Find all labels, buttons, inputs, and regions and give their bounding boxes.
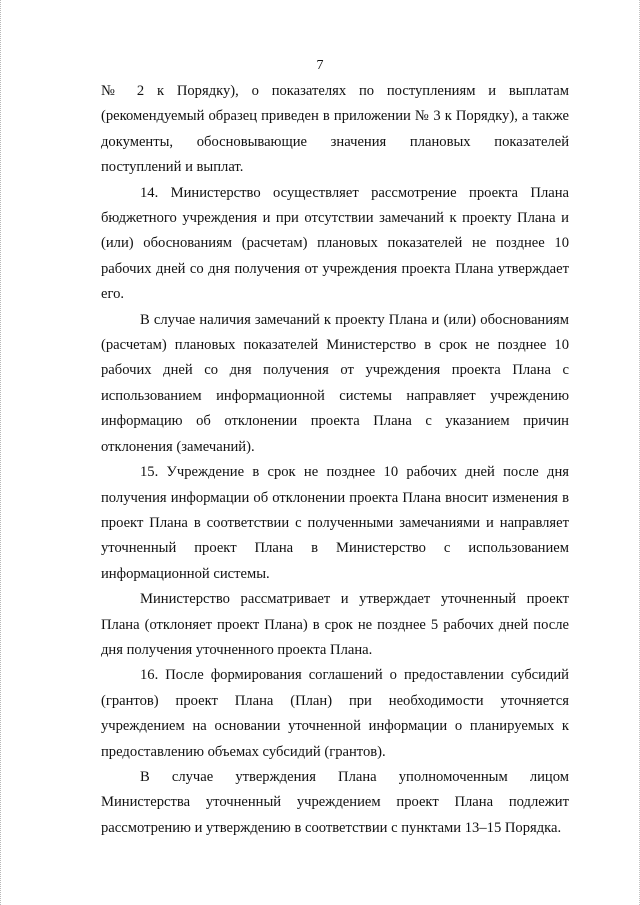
- document-body: [101, 79, 569, 841]
- page-number: 7: [316, 58, 324, 73]
- paragraph-item-14: 14. Министерство осуществляет рассмотрение проекта Плана бюджетного учреждения и при отсутствии замечаний к проекту Плана и (или) обоснованиям (расчетам) плановых показателей не позднее 10 рабочих дней со дня получения от учреждения проекта Плана утверждает его.: [101, 184, 569, 303]
- paragraph-ministry-review: Министерство рассматривает и утверждает уточненный проект Плана (отклоняет проект Плана) в срок не позднее 5 рабочих дней после дня получения уточненного проекта Плана.: [101, 591, 569, 658]
- paragraph-continuation: № 2 к Порядку), о показателях по поступлениям и выплатам (рекомендуемый образец приведен в приложении № 3 к Порядку), а также документы, обосновывающие значения плановых показателей поступлений и выплат.: [101, 83, 569, 176]
- paragraph-item-16: 16. После формирования соглашений о предоставлении субсидий (грантов) проект Плана (План) при необходимости уточняется учреждением на основании уточненной информации о планируемых к предоставлению объемах субсидий (грантов).: [101, 667, 569, 760]
- scan-edge-left: [0, 0, 3, 905]
- paragraph-remarks-case: В случае наличия замечаний к проекту Плана и (или) обоснованиям (расчетам) плановых показателей Министерство в срок не позднее 10 рабочих дней со дня получения от учреждения проекта Плана с использованием информационной системы направляет учреждению информацию об отклонении проекта Плана с указанием причин отклонения (замечаний).: [101, 311, 569, 455]
- paragraph-item-15: 15. Учреждение в срок не позднее 10 рабочих дней после дня получения информации об отклонении проекта Плана вносит изменения в проект Плана в соответствии с полученными замечаниями и направляет уточненный проект Плана в Министерство с использованием информационной системы.: [101, 464, 569, 582]
- paragraph-approval-case: В случае утверждения Плана уполномоченным лицом Министерства уточненный учреждением проект Плана подлежит рассмотрению и утверждению в соответствии с пунктами 13–15 Порядка.: [101, 768, 569, 836]
